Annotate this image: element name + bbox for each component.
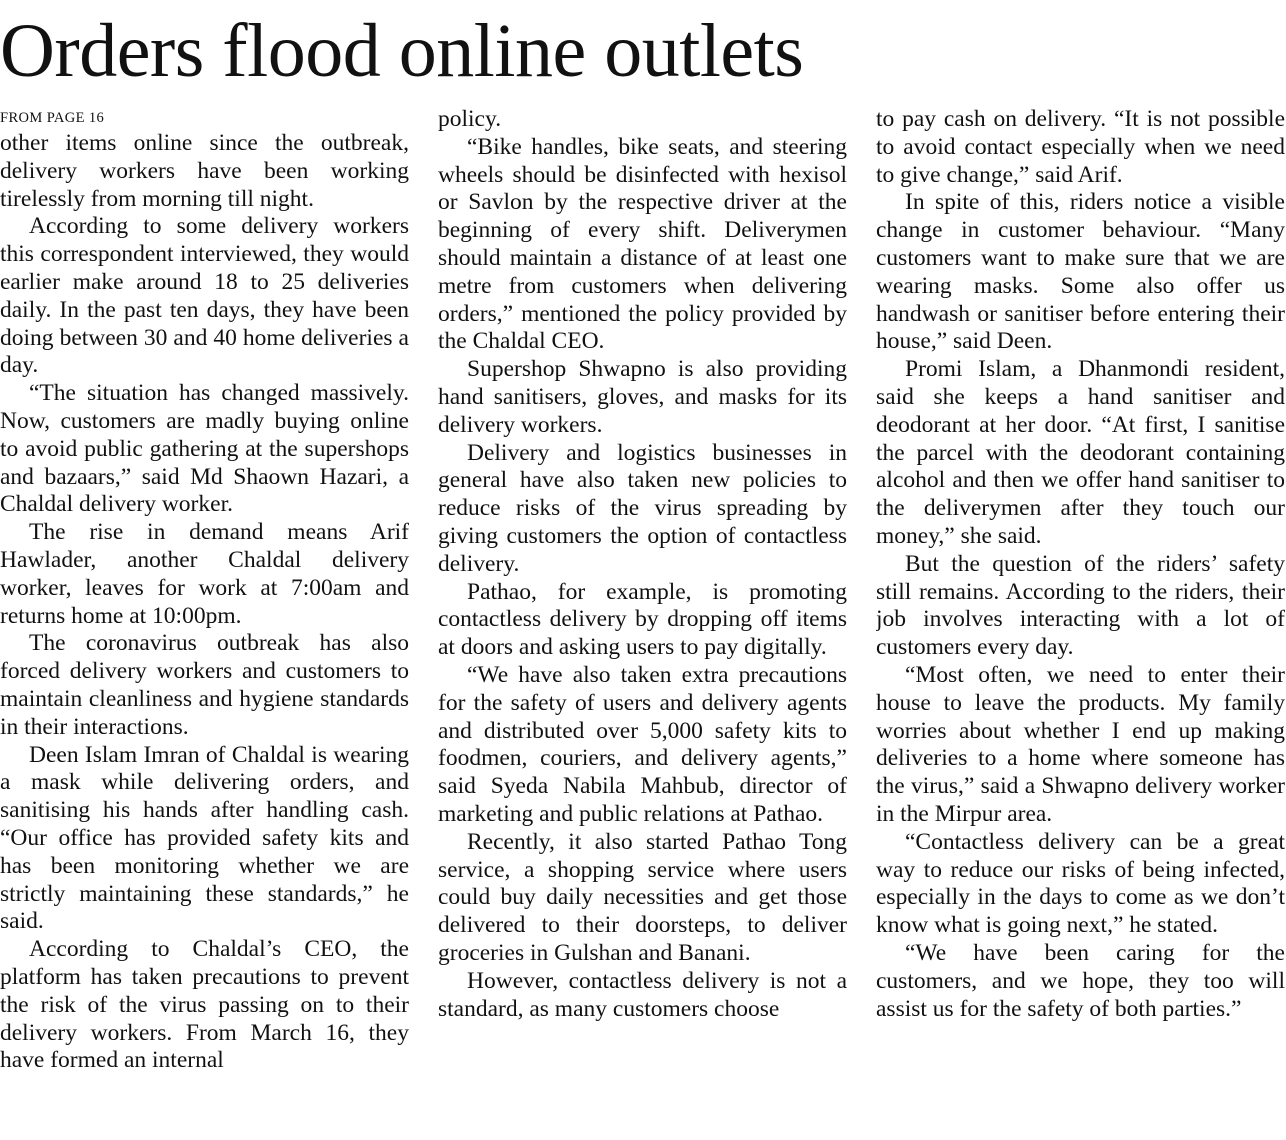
paragraph: “Most often, we need to enter their house to leave the products. My family worries about whether I end up making deliveries to a home where someone has the virus,” said a Shwapno delivery worker in the Mirpur area. [876, 661, 1285, 827]
paragraph: The coronavirus outbreak has also forced delivery workers and customers to maintain cleanliness and hygiene standards in their interactions. [0, 630, 409, 740]
paragraph: other items online since the outbreak, delivery workers have been working tirelessly from morning till night. [0, 130, 409, 212]
paragraph: to pay cash on delivery. “It is not possible to avoid contact especially when we need to give change,” said Arif. [876, 106, 1285, 188]
paragraph: According to Chaldal’s CEO, the platform has taken precautions to prevent the risk of the virus passing on to their delivery workers. From March 16, they have formed an internal [0, 936, 409, 1074]
article-column-2 [438, 106, 847, 1140]
paragraph: However, contactless delivery is not a standard, as many customers choose [438, 967, 847, 1022]
paragraph: Delivery and logistics businesses in general have also taken new policies to reduce risks of the virus spreading by giving customers the option of contactless delivery. [438, 439, 847, 577]
paragraph: “The situation has changed massively. Now, customers are madly buying online to avoid public gathering at the supershops and bazaars,” said Md Shaown Hazari, a Chaldal delivery worker. [0, 380, 409, 518]
paragraph: “We have also taken extra precautions for the safety of users and delivery agents and distributed over 5,000 safety kits to foodmen, couriers, and delivery agents,” said Syeda Nabila Mahbub, director of marketing and public relations at Pathao. [438, 661, 847, 827]
paragraph: Pathao, for example, is promoting contactless delivery by dropping off items at doors and asking users to pay digitally. [438, 578, 847, 661]
headline: Orders flood online outlets [0, 9, 804, 93]
paragraph: policy. [438, 106, 502, 132]
paragraph: Recently, it also started Pathao Tong service, a shopping service where users could buy daily necessities and get those delivered to their doorsteps, to deliver groceries in Gulshan and Banani. [438, 828, 847, 966]
paragraph: “We have been caring for the customers, and we hope, they too will assist us for the safety of both parties.” [876, 939, 1285, 1022]
paragraph: The rise in demand means Arif Hawlader, another Chaldal delivery worker, leaves for work at 7:00am and returns home at 10:00pm. [0, 519, 409, 629]
paragraph: “Bike handles, bike seats, and steering wheels should be disinfected with hexisol or Savlon by the respective driver at the beginning of every shift. Deliverymen should maintain a distance of at least one metre from customers when delivering orders,” mentioned the policy provided by the Chaldal CEO. [438, 133, 847, 355]
article-column-3 [876, 106, 1285, 1140]
paragraph: “Contactless delivery can be a great way to reduce our risks of being infected, especially in the days to come as we don’t know what is going next,” he stated. [876, 828, 1285, 939]
paragraph: Promi Islam, a Dhanmondi resident, said she keeps a hand sanitiser and deodorant at her door. “At first, I sanitise the parcel with the deodorant containing alcohol and then we offer hand sanitiser to the deliverymen after they touch our money,” she said. [876, 356, 1285, 549]
article-column-1 [0, 106, 409, 1140]
paragraph: But the question of the riders’ safety still remains. According to the riders, their job involves interacting with a lot of customers every day. [876, 550, 1285, 661]
paragraph: According to some delivery workers this correspondent interviewed, they would earlier make around 18 to 25 deliveries daily. In the past ten days, they have been doing between 30 and 40 home deliveries a day. [0, 213, 409, 379]
paragraph: In spite of this, riders notice a visible change in customer behaviour. “Many customers want to make sure that we are wearing masks. Some also offer us handwash or sanitiser before entering their house,” said Deen. [876, 189, 1285, 355]
jump-line: FROM PAGE 16 [0, 110, 105, 126]
paragraph: Supershop Shwapno is also providing hand sanitisers, gloves, and masks for its delivery workers. [438, 356, 847, 438]
paragraph: Deen Islam Imran of Chaldal is wearing a mask while delivering orders, and sanitising his hands after handling cash. “Our office has provided safety kits and has been monitoring whether we are strictly maintaining these standards,” he said. [0, 741, 409, 935]
